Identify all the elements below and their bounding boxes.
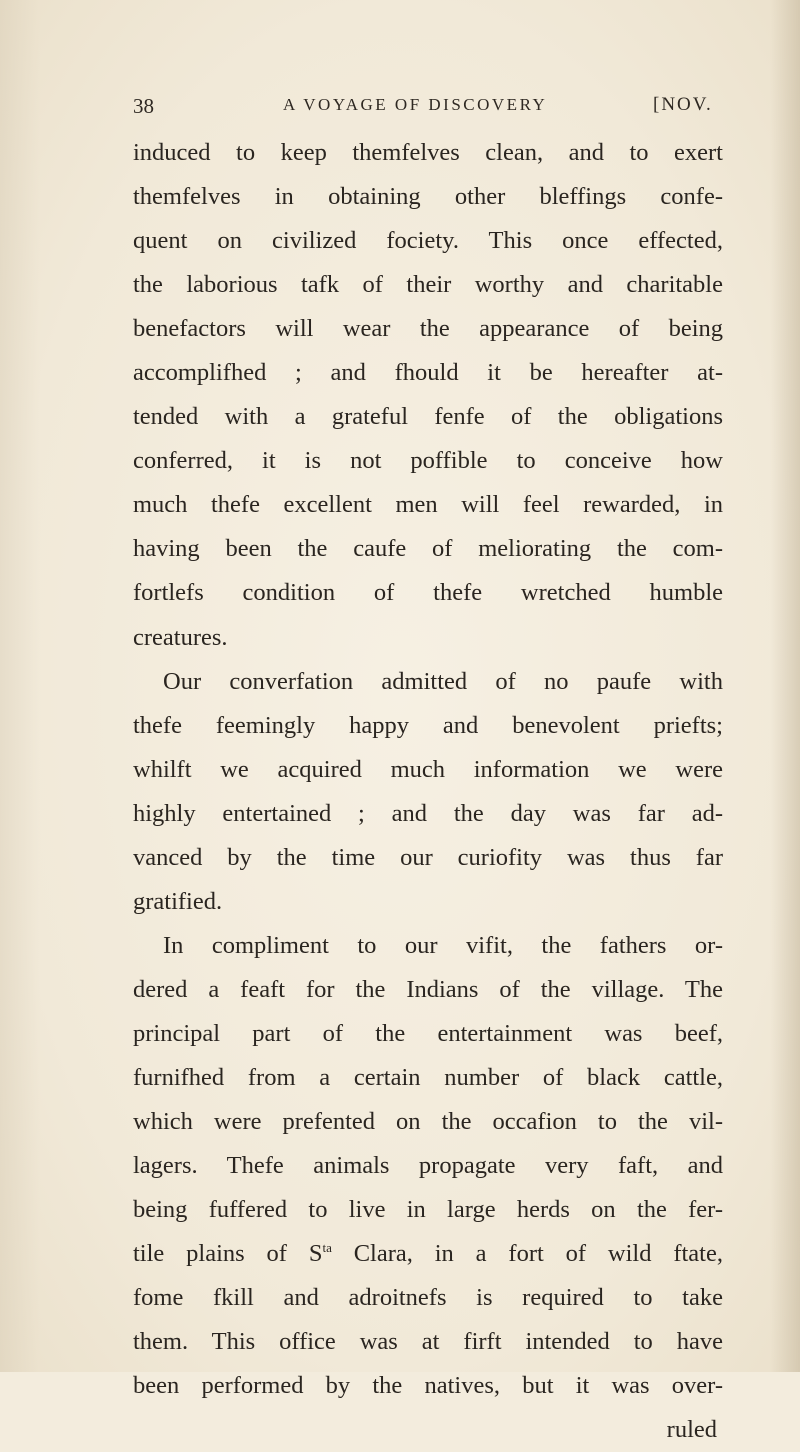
paragraph-end-line: creatures. <box>133 623 228 651</box>
text-line: quent on civilized fociety. This once effected, <box>133 227 723 255</box>
text-segment: tile plains of S <box>133 1240 323 1268</box>
paragraph-start-line: Our converfation admitted of no paufe with <box>163 667 723 695</box>
page-number: 38 <box>133 94 154 118</box>
superscript-abbreviation: ta <box>322 1240 332 1256</box>
running-title: A VOYAGE OF DISCOVERY <box>283 95 548 114</box>
text-line: fortlefs condition of thefe wretched humble <box>133 579 723 607</box>
text-line: lagers. Thefe animals propagate very faft, and <box>133 1152 723 1180</box>
text-line: furnifhed from a certain number of black cattle, <box>133 1063 723 1091</box>
text-line: tended with a grateful fenfe of the obligations <box>133 403 723 431</box>
text-line: which were prefented on the occafion to the vil- <box>133 1108 723 1136</box>
catchword: ruled <box>666 1416 717 1444</box>
text-line: been performed by the natives, but it was over- <box>133 1372 723 1400</box>
month-marker: [NOV. <box>653 94 713 115</box>
text-line: fome fkill and adroitnefs is required to take <box>133 1284 723 1312</box>
text-line: whilft we acquired much information we were <box>133 755 723 783</box>
text-line: induced to keep themfelves clean, and to exert <box>133 139 723 166</box>
text-line: accomplifhed ; and fhould it be hereafter at- <box>133 359 723 387</box>
text-line <box>133 1232 723 1276</box>
text-line: principal part of the entertainment was beef, <box>133 1019 723 1047</box>
text-line: thefe feemingly happy and benevolent priefts; <box>133 711 723 739</box>
text-line: the laborious tafk of their worthy and charitable <box>133 271 723 299</box>
paragraph-end-line: gratified. <box>133 887 223 915</box>
text-line: conferred, it is not poffible to conceive how <box>133 447 723 475</box>
text-line: much thefe excellent men will feel rewarded, in <box>133 491 723 519</box>
running-header <box>133 90 733 126</box>
text-line: them. This office was at firft intended to have <box>133 1328 723 1356</box>
paragraph-start-line: In compliment to our vifit, the fathers or- <box>163 931 723 959</box>
text-line: themfelves in obtaining other bleffings confe- <box>133 183 723 211</box>
text-line: being fuffered to live in large herds on the fer- <box>133 1196 723 1224</box>
text-line: dered a feaft for the Indians of the village. The <box>133 975 723 1003</box>
text-line: vanced by the time our curiofity was thus far <box>133 843 723 871</box>
text-line: highly entertained ; and the day was far ad- <box>133 799 723 827</box>
text-line: having been the caufe of meliorating the com- <box>133 535 723 563</box>
text-line: benefactors will wear the appearance of being <box>133 315 723 343</box>
text-segment: Clara, in a fort of wild ftate, <box>331 1240 723 1268</box>
body-text <box>133 131 723 1452</box>
